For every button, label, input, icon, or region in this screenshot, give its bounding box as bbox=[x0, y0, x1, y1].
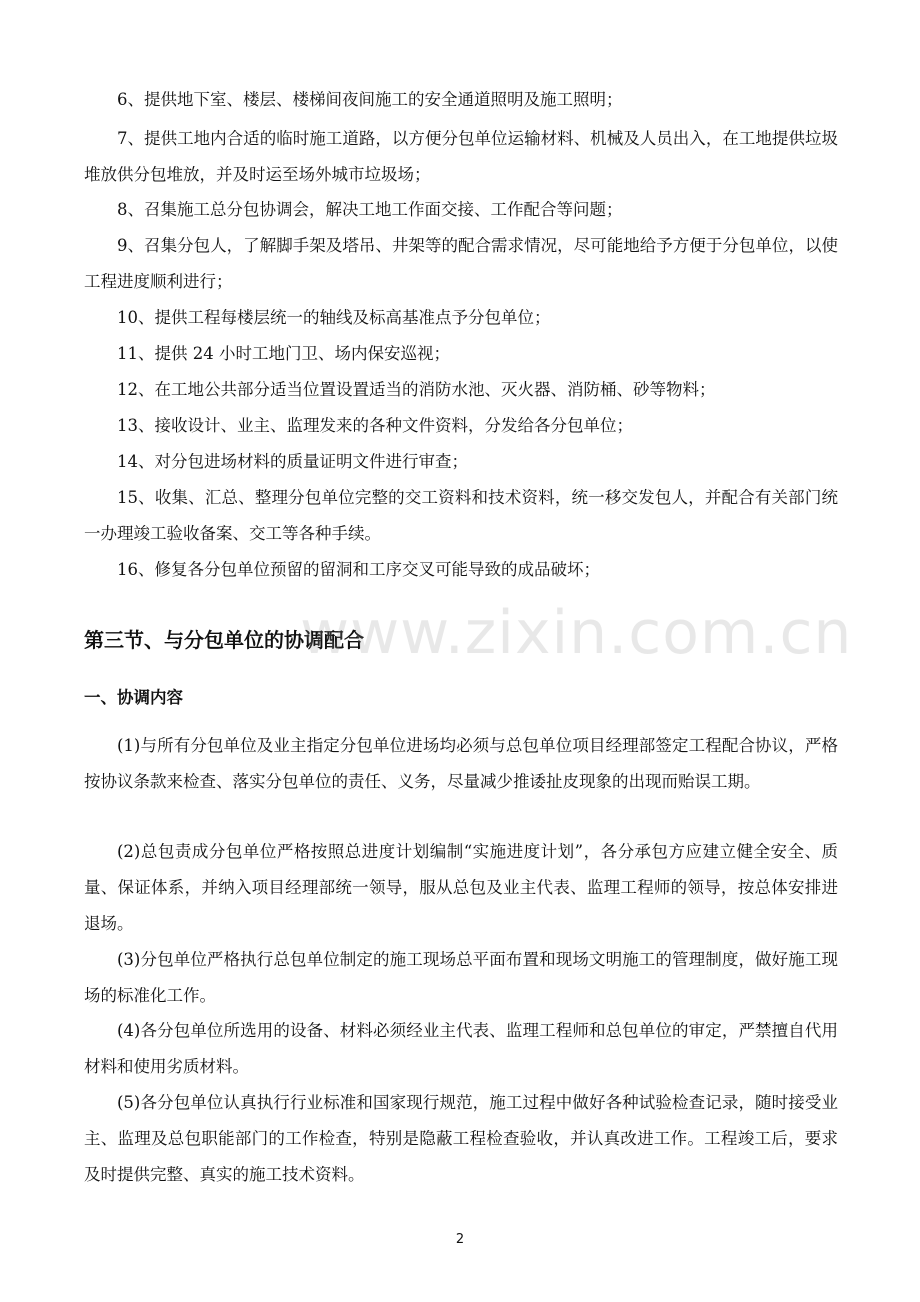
paragraph: (1)与所有分包单位及业主指定分包单位进场均必须与总包单位项目经理部签定工程配合协议，严格按协议条款来检查、落实分包单位的责任、义务，尽量减少推诿扯皮现象的出现而贻误工期。 bbox=[84, 736, 838, 791]
paragraph: (5)各分包单位认真执行行业标准和国家现行规范，施工过程中做好各种试验检查记录，随时接受业主、监理及总包职能部门的工作检查，特别是隐蔽工程检查验收，并认真改进工作。工程竣工后，要求及时提供完整、真实的施工技术资料。 bbox=[84, 1093, 838, 1184]
list-item: 6、提供地下室、楼层、楼梯间夜间施工的安全通道照明及施工照明； bbox=[117, 90, 623, 109]
list-item: 11、提供 24 小时工地门卫、场内保安巡视； bbox=[117, 344, 450, 363]
list-item: 8、召集施工总分包协调会，解决工地工作面交接、工作配合等问题； bbox=[117, 200, 623, 219]
list-item: 14、对分包进场材料的质量证明文件进行审查； bbox=[117, 452, 468, 471]
watermark: www.zixin.com.cn bbox=[300, 598, 853, 668]
list-item: 16、修复各分包单位预留的留洞和工序交叉可能导致的成品破坏； bbox=[117, 560, 600, 579]
list-item: 9、召集分包人，了解脚手架及塔吊、井架等的配合需求情况，尽可能地给予方便于分包单位，以使工程进度顺利进行； bbox=[84, 236, 838, 291]
section-title: 第三节、与分包单位的协调配合 bbox=[84, 628, 364, 652]
document-page bbox=[84, 0, 838, 1302]
list-item: 12、在工地公共部分适当位置设置适当的消防水池、灭火器、消防桶、砂等物料； bbox=[117, 380, 716, 399]
paragraph: (4)各分包单位所选用的设备、材料必须经业主代表、监理工程师和总包单位的审定，严禁擅自代用材料和使用劣质材料。 bbox=[84, 1021, 838, 1076]
list-item: 15、收集、汇总、整理分包单位完整的交工资料和技术资料，统一移交发包人，并配合有关部门统一办理竣工验收备案、交工等各种手续。 bbox=[84, 488, 838, 543]
page-number: 2 bbox=[455, 1232, 465, 1247]
list-item: 10、提供工程每楼层统一的轴线及标高基准点予分包单位； bbox=[117, 308, 551, 327]
list-item: 7、提供工地内合适的临时施工道路，以方便分包单位运输材料、机械及人员出入，在工地提供垃圾堆放供分包堆放，并及时运至场外城市垃圾场； bbox=[84, 129, 838, 184]
paragraph: (3)分包单位严格执行总包单位制定的施工现场总平面布置和现场文明施工的管理制度，做好施工现场的标准化工作。 bbox=[84, 950, 838, 1005]
subsection-title: 一、协调内容 bbox=[84, 688, 183, 707]
paragraph: (2)总包责成分包单位严格按照总进度计划编制“实施进度计划”，各分承包方应建立健全安全、质量、保证体系，并纳入项目经理部统一领导，服从总包及业主代表、监理工程师的领导，按总体安排进退场。 bbox=[84, 842, 838, 933]
list-item: 13、接收设计、业主、监理发来的各种文件资料，分发给各分包单位； bbox=[117, 416, 633, 435]
